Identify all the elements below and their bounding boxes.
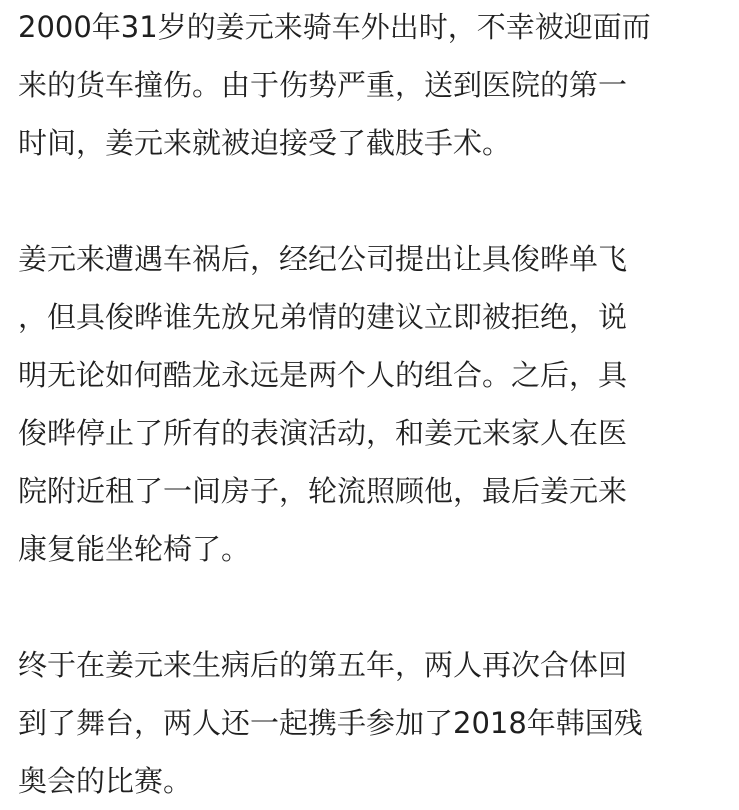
paragraph-spacer (18, 578, 730, 636)
text-line: 姜元来遭遇车祸后，经纪公司提出让具俊晔单飞 (18, 242, 628, 276)
paragraph-1 (18, 0, 730, 172)
paragraph-spacer (18, 172, 730, 230)
text-line: ，但具俊晔谁先放兄弟情的建议立即被拒绝，说 (18, 300, 628, 334)
text-line: 时间，姜元来就被迫接受了截肢手术。 (18, 126, 512, 160)
text-line: 2000年31岁的姜元来骑车外出时，不幸被迎面而 (18, 10, 651, 44)
text-line: 院附近租了一间房子，轮流照顾他，最后姜元来 (18, 474, 628, 508)
text-line: 明无论如何酷龙永远是两个人的组合。之后，具 (18, 358, 628, 392)
paragraph-3 (18, 636, 730, 810)
text-line: 奥会的比赛。 (18, 764, 193, 798)
text-line: 来的货车撞伤。由于伤势严重，送到医院的第一 (18, 68, 628, 102)
text-line: 俊晔停止了所有的表演活动，和姜元来家人在医 (18, 416, 628, 450)
text-line: 康复能坐轮椅了。 (18, 532, 251, 566)
paragraph-2 (18, 230, 730, 578)
text-line: 终于在姜元来生病后的第五年，两人再次合体回 (18, 648, 628, 682)
text-line: 到了舞台，两人还一起携手参加了2018年韩国残 (18, 706, 643, 740)
article-body (18, 0, 730, 810)
